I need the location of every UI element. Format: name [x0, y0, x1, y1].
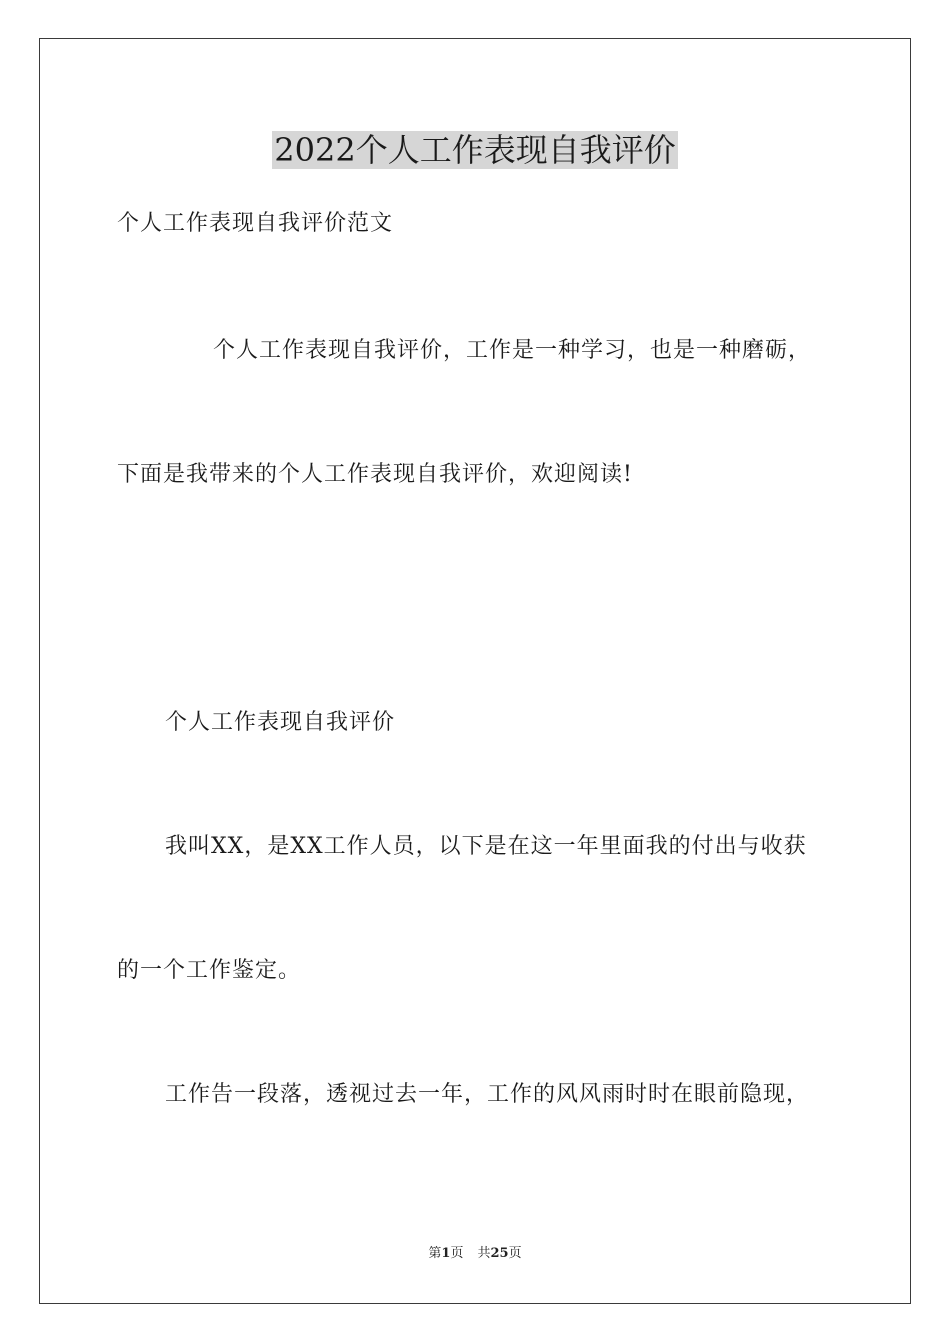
page-footer: [0, 1245, 950, 1263]
document-title-text: 2022个人工作表现自我评价: [274, 131, 676, 169]
footer-page-number: 1: [441, 1246, 451, 1261]
body-line-3: 工作告一段落，透视过去一年，工作的风风雨时时在眼前隐现，: [165, 1082, 810, 1107]
body-line-1: 我叫XX，是XX工作人员，以下是在这一年里面我的付出与收获: [165, 834, 807, 859]
body-line-2: 的一个工作鉴定。: [117, 958, 302, 983]
footer-page-suffix: 页: [450, 1246, 464, 1261]
intro-line-2: 下面是我带来的个人工作表现自我评价，欢迎阅读!: [117, 462, 633, 487]
footer-total-suffix: 页: [508, 1246, 522, 1261]
footer-page-prefix: 第: [428, 1246, 442, 1261]
footer-total-prefix: 共: [477, 1246, 491, 1261]
subtitle-line: 个人工作表现自我评价范文: [117, 211, 394, 236]
document-title: [0, 124, 950, 176]
footer-total-pages: 25: [490, 1246, 509, 1261]
intro-line-1: 个人工作表现自我评价，工作是一种学习，也是一种磨砺，: [213, 338, 812, 363]
section-heading: 个人工作表现自我评价: [165, 710, 396, 735]
